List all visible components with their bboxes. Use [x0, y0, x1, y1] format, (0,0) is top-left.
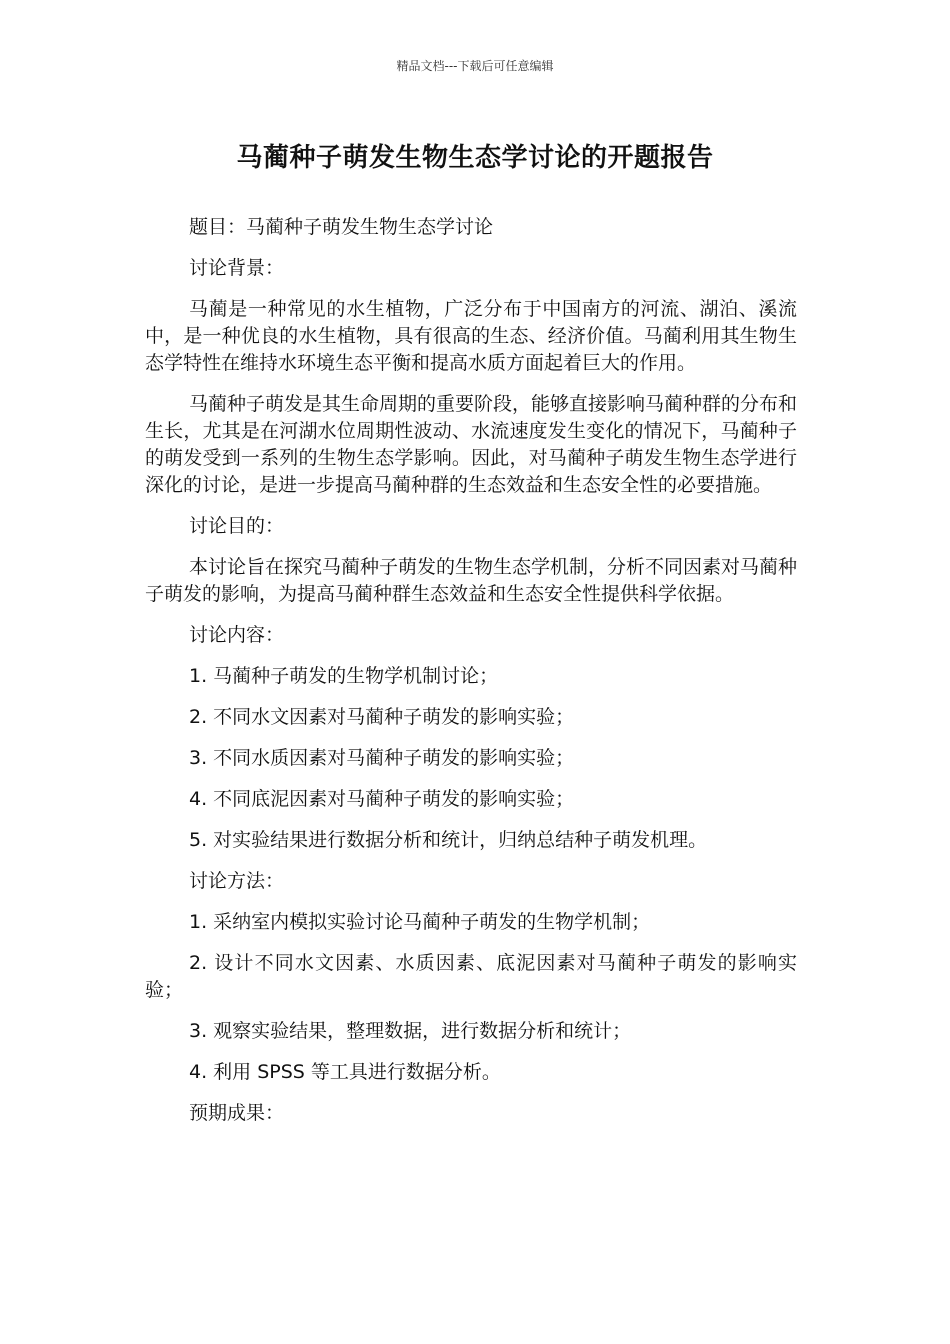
- method-item: 2. 设计不同水文因素、水质因素、底泥因素对马蔺种子萌发的影响实验；: [145, 952, 797, 1001]
- document-title: 马蔺种子萌发生物生态学讨论的开题报告: [236, 143, 714, 173]
- header-note: 精品文档---下载后可任意编辑: [396, 59, 554, 73]
- section-heading-content: 讨论内容：: [189, 624, 285, 646]
- purpose-paragraph: 本讨论旨在探究马蔺种子萌发的生物生态学机制，分析不同因素对马蔺种子萌发的影响，为提高马蔺种群生态效益和生态安全性提供科学依据。: [145, 556, 798, 605]
- background-paragraph-1: 马蔺是一种常见的水生植物，广泛分布于中国南方的河流、湖泊、溪流中，是一种优良的水生植物，具有很高的生态、经济价值。马蔺利用其生物生态学特性在维持水环境生态平衡和提高水质方面起着巨大的作用。: [145, 298, 797, 374]
- method-item: 4. 利用 SPSS 等工具进行数据分析。: [189, 1061, 501, 1083]
- content-item: 5. 对实验结果进行数据分析和统计，归纳总结种子萌发机理。: [189, 829, 708, 851]
- section-heading-outcome: 预期成果：: [189, 1102, 285, 1124]
- background-paragraph-2: 马蔺种子萌发是其生命周期的重要阶段，能够直接影响马蔺种群的分布和生长，尤其是在河湖水位周期性波动、水流速度发生变化的情况下，马蔺种子的萌发受到一系列的生物生态学影响。因此，对马蔺种子萌发生物生态学进行深化的讨论，是进一步提高马蔺种群的生态效益和生态安全性的必要措施。: [145, 393, 798, 496]
- topic-line: 题目：马蔺种子萌发生物生态学讨论: [189, 216, 494, 238]
- content-item: 4. 不同底泥因素对马蔺种子萌发的影响实验；: [189, 788, 575, 810]
- section-heading-background: 讨论背景：: [189, 257, 285, 279]
- content-item: 2. 不同水文因素对马蔺种子萌发的影响实验；: [189, 706, 575, 728]
- document-body: [145, 214, 797, 1141]
- method-item: 3. 观察实验结果，整理数据，进行数据分析和统计；: [189, 1020, 632, 1042]
- content-item: 1. 马蔺种子萌发的生物学机制讨论；: [189, 665, 499, 687]
- section-heading-method: 讨论方法：: [189, 870, 285, 892]
- content-item: 3. 不同水质因素对马蔺种子萌发的影响实验；: [189, 747, 575, 769]
- method-item: 1. 采纳室内模拟实验讨论马蔺种子萌发的生物学机制；: [189, 911, 651, 933]
- section-heading-purpose: 讨论目的：: [189, 515, 285, 537]
